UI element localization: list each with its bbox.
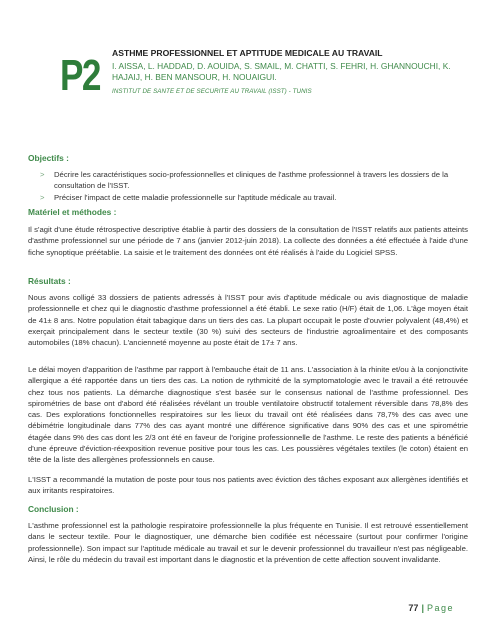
authors-list: I. AISSA, L. HADDAD, D. AOUIDA, S. SMAIL, M. CHATTI, S. FEHRI, H. GHANNOUCHI, K. HAJAIJ, H. BEN MANSOUR, H. NOUAIGUI. xyxy=(112,61,451,82)
list-item xyxy=(40,192,468,203)
resultats-paragraph-1: Nous avons colligé 33 dossiers de patients adressés à l'ISST pour avis d'aptitude médicale ou avis diagnostique de maladie professionnelle et chez qui le diagnostic d'asthme professionnel a été établi. Le sexe ratio (H/F) était de 1,06. L'âge moyen était de 41± 8 ans. Notre population était tabagique dans un tiers des cas. La plupart occupait le poste d'ouvrier polyvalent (48,4%) et exerçait principalement dans le secteur textile (30 %) suivi des secteurs de l'industrie agroalimentaire et des composants automobiles (18% chacun). L'ancienneté moyenne au poste était de 17± 7 ans. xyxy=(28,293,468,348)
section-title-conclusion: Conclusion : xyxy=(28,504,79,514)
chevron-right-icon: > xyxy=(40,192,45,202)
page-label: Page xyxy=(426,603,454,613)
abstract-title: ASTHME PROFESSIONNEL ET APTITUDE MEDICALE AU TRAVAIL xyxy=(112,48,383,58)
conclusion-paragraph: L'asthme professionnel est la pathologie respiratoire professionnelle la plus fréquente en Tunisie. Il est retrouvé essentiellement dans le secteur textile. Pour le diagnostiquer, une démarche bien codifiée est nécessaire (surtout pour confirmer l'origine professionnelle). Son impact sur l'aptitude médicale au travail et sur le devenir professionnel du travailleur n'est pas négligeable. Ainsi, le rôle du médecin du travail est important dans le diagnostic et la prévention de cette affection souvent invalidante. xyxy=(28,521,468,564)
affiliation: INSTITUT DE SANTE ET DE SECURITE AU TRAVAIL (ISST) - TUNIS xyxy=(112,88,312,95)
list-item-text: Décrire les caractéristiques socio-professionnelles et cliniques de l'asthme professionnel à travers les dossiers de la consultation de l'ISST. xyxy=(54,170,449,191)
section-title-objectifs: Objectifs : xyxy=(28,153,69,163)
header-text-block xyxy=(112,48,462,96)
chevron-right-icon: > xyxy=(40,170,45,179)
abstract-header xyxy=(60,48,460,108)
resultats-paragraph-2: Le délai moyen d'apparition de l'asthme par rapport à l'embauche était de 11 ans. L'association à la rhinite et/ou à la conjonctivite allergique a été rapportée dans un tiers des cas. La notion de rythmicité de la symptomatologie avec le travail a été retrouvée chez tous nos patients. La démarche diagnostique s'est basée sur le consensus national de l'asthme professionnel. Des spirométries de base ont d'abord été réalisées révélant un trouble ventilatoire obstructif totalement réversible dans 78,8% des cas. Des explorations fonctionnelles respiratoires sur les lieux du travail ont été réalisées dans 78,7% des cas avec une débimétrie longitudinale dans 77% des cas ayant montré une différence significative dans 90% des cas et une spirométrie étagée dans 9% des cas dont les 2/3 ont été en faveur de l'origine professionnelle de l'asthme. Le reste des patients a bénéficié d'une épreuve d'éviction-réexposition revenue positive pour tous les cas. Les poussières végétales textiles (le coton) étaient en tête de la liste des allergènes professionnels en cause. xyxy=(28,365,468,465)
page-footer xyxy=(408,603,454,613)
page-number: 77 xyxy=(408,603,419,613)
methodes-paragraph: Il s'agit d'une étude rétrospective descriptive établie à partir des dossiers de la consultation de l'ISST relatifs aux patients atteints d'asthme professionnel sur une période de 7 ans (janvier 2012-juin 2018). La collecte des données a été effectuée à l'aide d'une fiche synoptique préétablie. La saisie et le traitement des données ont été réalisés à l'aide du Logiciel SPSS. xyxy=(28,225,468,257)
section-title-methodes: Matériel et méthodes : xyxy=(28,207,117,217)
list-item xyxy=(40,169,468,192)
section-title-resultats: Résultats : xyxy=(28,276,71,286)
poster-code: P2 xyxy=(60,51,100,100)
objectifs-list xyxy=(40,169,468,203)
list-item-text: Préciser l'impact de cette maladie professionnelle sur l'aptitude médicale au travail. xyxy=(54,192,337,202)
resultats-paragraph-3: L'ISST a recommandé la mutation de poste pour tous nos patients avec éviction des tâches exposant aux allergènes identifiés et aux irritants respiratoires. xyxy=(28,475,468,496)
footer-separator: | xyxy=(421,603,424,613)
